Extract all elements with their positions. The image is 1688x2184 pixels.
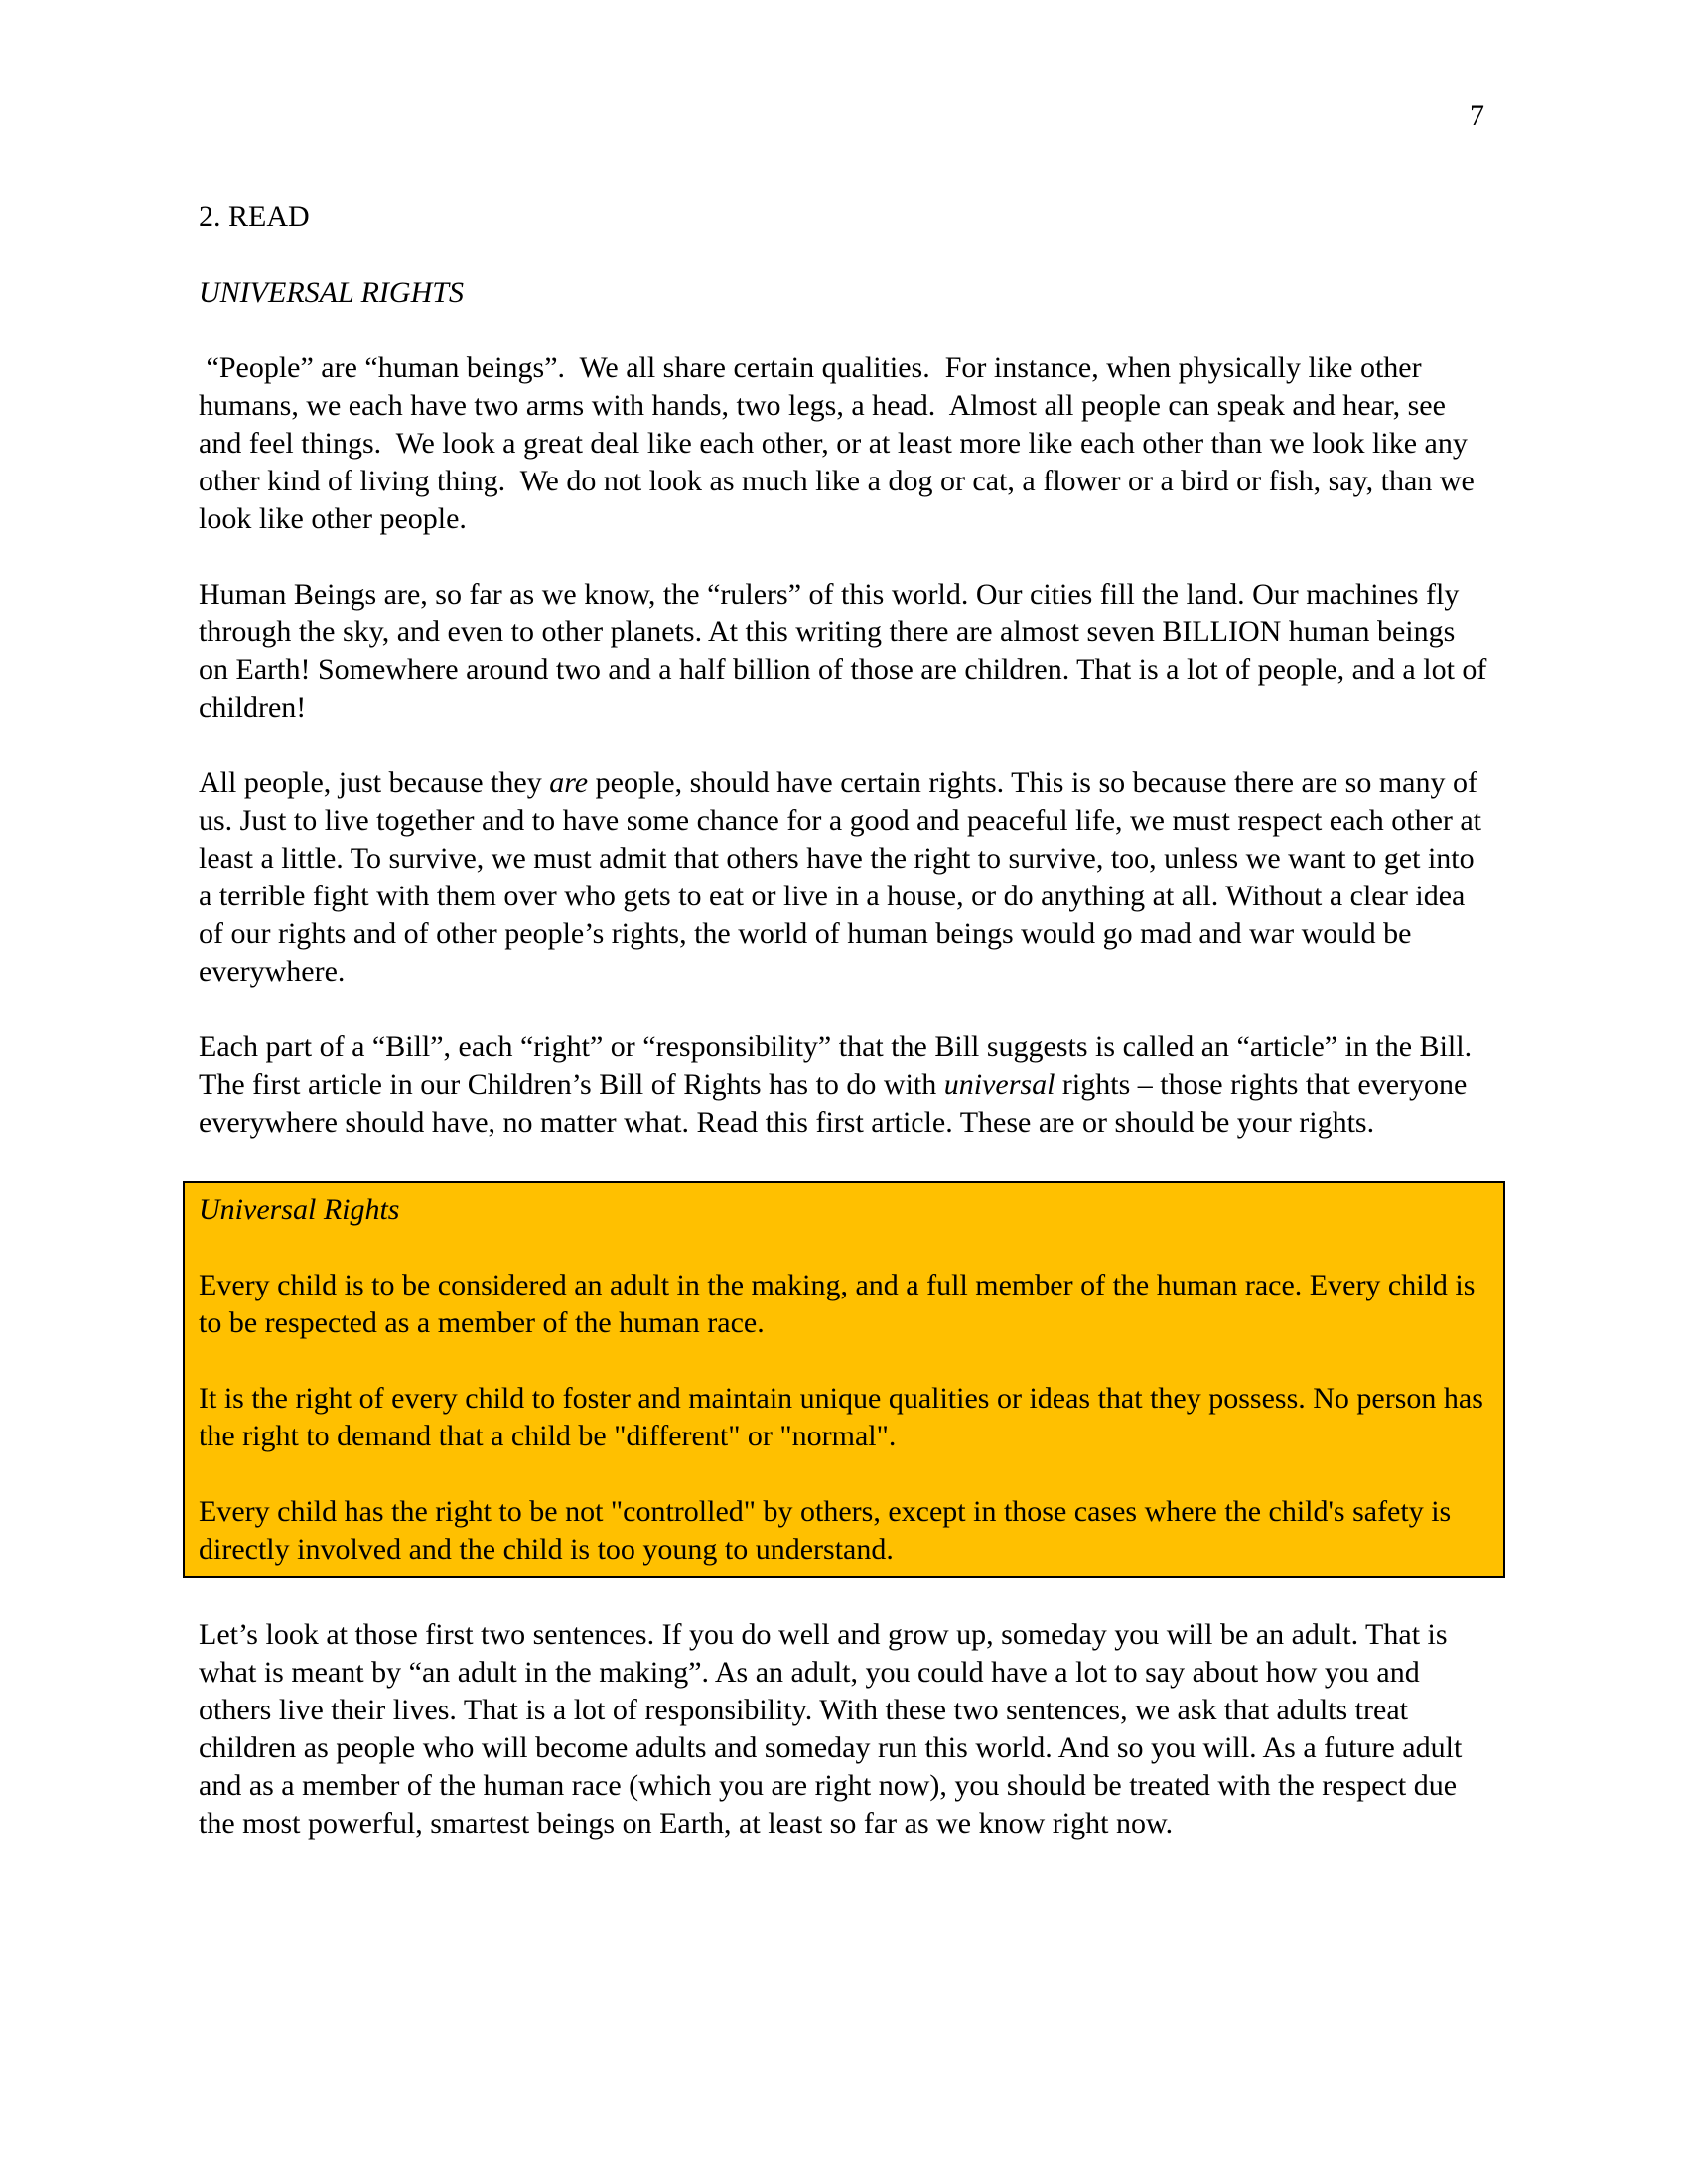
paragraph-rights — [199, 764, 1489, 991]
document-body — [199, 199, 1489, 1880]
paragraph-first-sentences: Let’s look at those first two sentences. If you do well and grow up, someday you will be an adult. That is what is meant by “an adult in the making”. As an adult, you could have a lot to say about how you and others live their lives. That is a lot of responsibility. With these two sentences, we ask that adults treat children as people who will become adults and someday run this world. And so you will. As a future adult and as a member of the human race (which you are right now), you should be treated with the respect due the most powerful, smartest beings on Earth, at least so far as we know right now. — [199, 1618, 1463, 1840]
paragraph-bill-articles — [199, 1028, 1489, 1142]
paragraph-rights-emphasis: are — [549, 766, 589, 799]
paragraph-human-beings: Human Beings are, so far as we know, the “rulers” of this world. Our cities fill the land. Our machines fly through the sky, and even to other planets. At this writing there are almost seven BILLION human beings on Earth! Somewhere around two and a half billion of those are children. That is a lot of people, and a lot of children! — [199, 578, 1487, 724]
universal-rights-callout — [183, 1181, 1505, 1578]
callout-title: Universal Rights — [199, 1193, 400, 1226]
paragraph-bill-emphasis: universal — [943, 1068, 1055, 1101]
section-heading: 2. READ — [199, 201, 310, 233]
paragraph-bill-part-2: rights – those rights that everyone everywhere should have, no matter what. Read this first article. These are or should be your rights. — [199, 1068, 1468, 1139]
paragraph-people: “People” are “human beings”. We all share certain qualities. For instance, when physically like other humans, we each have two arms with hands, two legs, a head. Almost all people can speak and hear, see and feel things. We look a great deal like each other, or at least more like each other than we look like any other kind of living thing. We do not look as much like a dog or cat, a flower or a bird or fish, say, than we look like other people. — [199, 351, 1482, 535]
section-subtitle: UNIVERSAL RIGHTS — [199, 276, 464, 309]
callout-item-3: Every child has the right to be not "controlled" by others, except in those cases where the child's safety is directly involved and the child is too young to understand. — [199, 1495, 1452, 1566]
callout-item-2: It is the right of every child to foster and maintain unique qualities or ideas that they possess. No person has the right to demand that a child be "different" or "normal". — [199, 1382, 1483, 1452]
page-number: 7 — [1470, 99, 1484, 132]
paragraph-rights-part-2: people, should have certain rights. This is so because there are so many of us. Just to live together and to have some chance for a good and peaceful life, we must respect each other at least a little. To survive, we must admit that others have the right to survive, too, unless we want to get into a terrible fight with them over who gets to eat or live in a house, or do anything at all. Without a clear idea of our rights and of other people’s rights, the world of human beings would go mad and war would be everywhere. — [199, 766, 1482, 988]
paragraph-rights-part-1: All people, just because they — [199, 766, 550, 799]
paragraph-bill-part-1: Each part of a “Bill”, each “right” or “responsibility” that the Bill suggests is called an “article” in the Bill. The first article in our Children’s Bill of Rights has to do with — [199, 1030, 1473, 1101]
callout-item-1: Every child is to be considered an adult in the making, and a full member of the human race. Every child is to be respected as a member of the human race. — [199, 1269, 1476, 1339]
